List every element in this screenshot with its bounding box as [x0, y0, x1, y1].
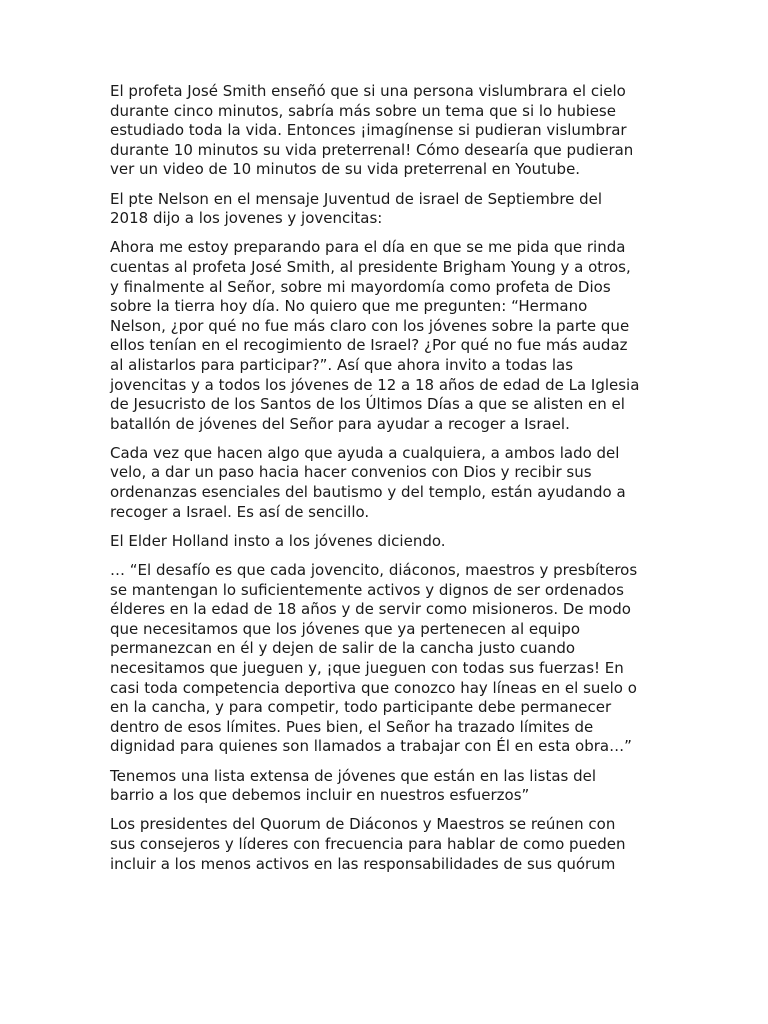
document-body — [110, 82, 670, 884]
text-line: en la cancha, y para competir, todo participante debe permanecer — [110, 698, 612, 717]
text-line: ellos tenían en el recogimiento de Israel? ¿Por qué no fue más audaz — [110, 336, 628, 355]
paragraph-presidentes-quorum — [110, 815, 670, 874]
text-line: El profeta José Smith enseñó que si una persona vislumbrara el cielo — [110, 82, 626, 100]
text-line: cuentas al profeta José Smith, al presidente Brigham Young y a otros, — [110, 257, 631, 276]
text-line: al alistarlos para participar?”. Así que ahora invito a todas las — [110, 355, 574, 374]
text-line: de Jesucristo de los Santos de los Últimos Días a que se alisten en el — [110, 395, 625, 414]
text-line: necesitamos que jueguen y, ¡que jueguen con todas sus fuerzas! En — [110, 659, 624, 677]
text-line: que necesitamos que los jóvenes que ya pertenecen al equipo — [110, 619, 581, 638]
text-line: … “El desafío es que cada jovencito, diáconos, maestros y presbíteros — [110, 561, 638, 580]
text-line: permanezcan en él y dejen de salir de la cancha justo cuando — [110, 639, 576, 658]
text-line: El Elder Holland insto a los jóvenes diciendo. — [110, 531, 446, 550]
paragraph-vislumbrar-cielo — [110, 82, 670, 180]
paragraph-nelson-quote — [110, 238, 670, 434]
text-line: ver un video de 10 minutos de su vida preterrenal en Youtube. — [110, 160, 581, 179]
text-line: Ahora me estoy preparando para el día en que se me pida que rinda — [110, 238, 626, 257]
text-line: sus consejeros y líderes con frecuencia para hablar de como pueden — [110, 834, 626, 853]
text-line: sobre la tierra hoy día. No quiero que me pregunten: “Hermano — [110, 297, 588, 316]
text-line: élderes en la edad de 18 años y de servir como misioneros. De modo — [110, 600, 631, 619]
text-line: dentro de esos límites. Pues bien, el Señor ha trazado límites de — [110, 717, 594, 736]
text-line: 2018 dijo a los jovenes y jovencitas: — [110, 209, 383, 228]
text-line: jovencitas y a todos los jóvenes de 12 a 18 años de edad de La Iglesia — [110, 375, 640, 394]
paragraph-holland-quote — [110, 561, 670, 757]
text-line: casi toda competencia deportiva que conozco hay líneas en el suelo o — [110, 678, 637, 697]
paragraph-elder-holland — [110, 532, 670, 552]
text-line: velo, a dar un paso hacia hacer convenios con Dios y recibir sus — [110, 463, 592, 482]
text-line: batallón de jóvenes del Señor para ayudar a recoger a Israel. — [110, 414, 570, 433]
text-line: ordenanzas esenciales del bautismo y del templo, están ayudando a — [110, 483, 626, 502]
paragraph-recoger-israel — [110, 444, 670, 522]
text-line: y finalmente al Señor, sobre mi mayordomía como profeta de Dios — [110, 277, 611, 296]
text-line: barrio a los que debemos incluir en nuestros esfuerzos” — [110, 786, 530, 805]
text-line: Nelson, ¿por qué no fue más claro con los jóvenes sobre la parte que — [110, 316, 630, 335]
text-line: dignidad para quienes son llamados a trabajar con Él en esta obra…” — [110, 737, 632, 756]
text-line: durante 10 minutos su vida preterrenal! Cómo desearía que pudieran — [110, 140, 634, 159]
text-line: se mantengan lo suficientemente activos y dignos de ser ordenados — [110, 580, 624, 599]
text-line: durante cinco minutos, sabría más sobre un tema que si lo hubiese — [110, 101, 616, 120]
text-line: incluir a los menos activos en las responsabilidades de sus quórum — [110, 854, 616, 873]
text-line: El pte Nelson en el mensaje Juventud de israel de Septiembre del — [110, 189, 603, 208]
paragraph-lista-jovenes — [110, 767, 670, 806]
text-line: recoger a Israel. Es así de sencillo. — [110, 502, 370, 521]
paragraph-pte-nelson — [110, 190, 670, 229]
text-line: Cada vez que hacen algo que ayuda a cualquiera, a ambos lado del — [110, 443, 620, 462]
text-line: estudiado toda la vida. Entonces ¡imagínense si pudieran vislumbrar — [110, 121, 627, 140]
text-line: Los presidentes del Quorum de Diáconos y Maestros se reúnen con — [110, 815, 616, 834]
text-line: Tenemos una lista extensa de jóvenes que están en las listas del — [110, 766, 597, 785]
